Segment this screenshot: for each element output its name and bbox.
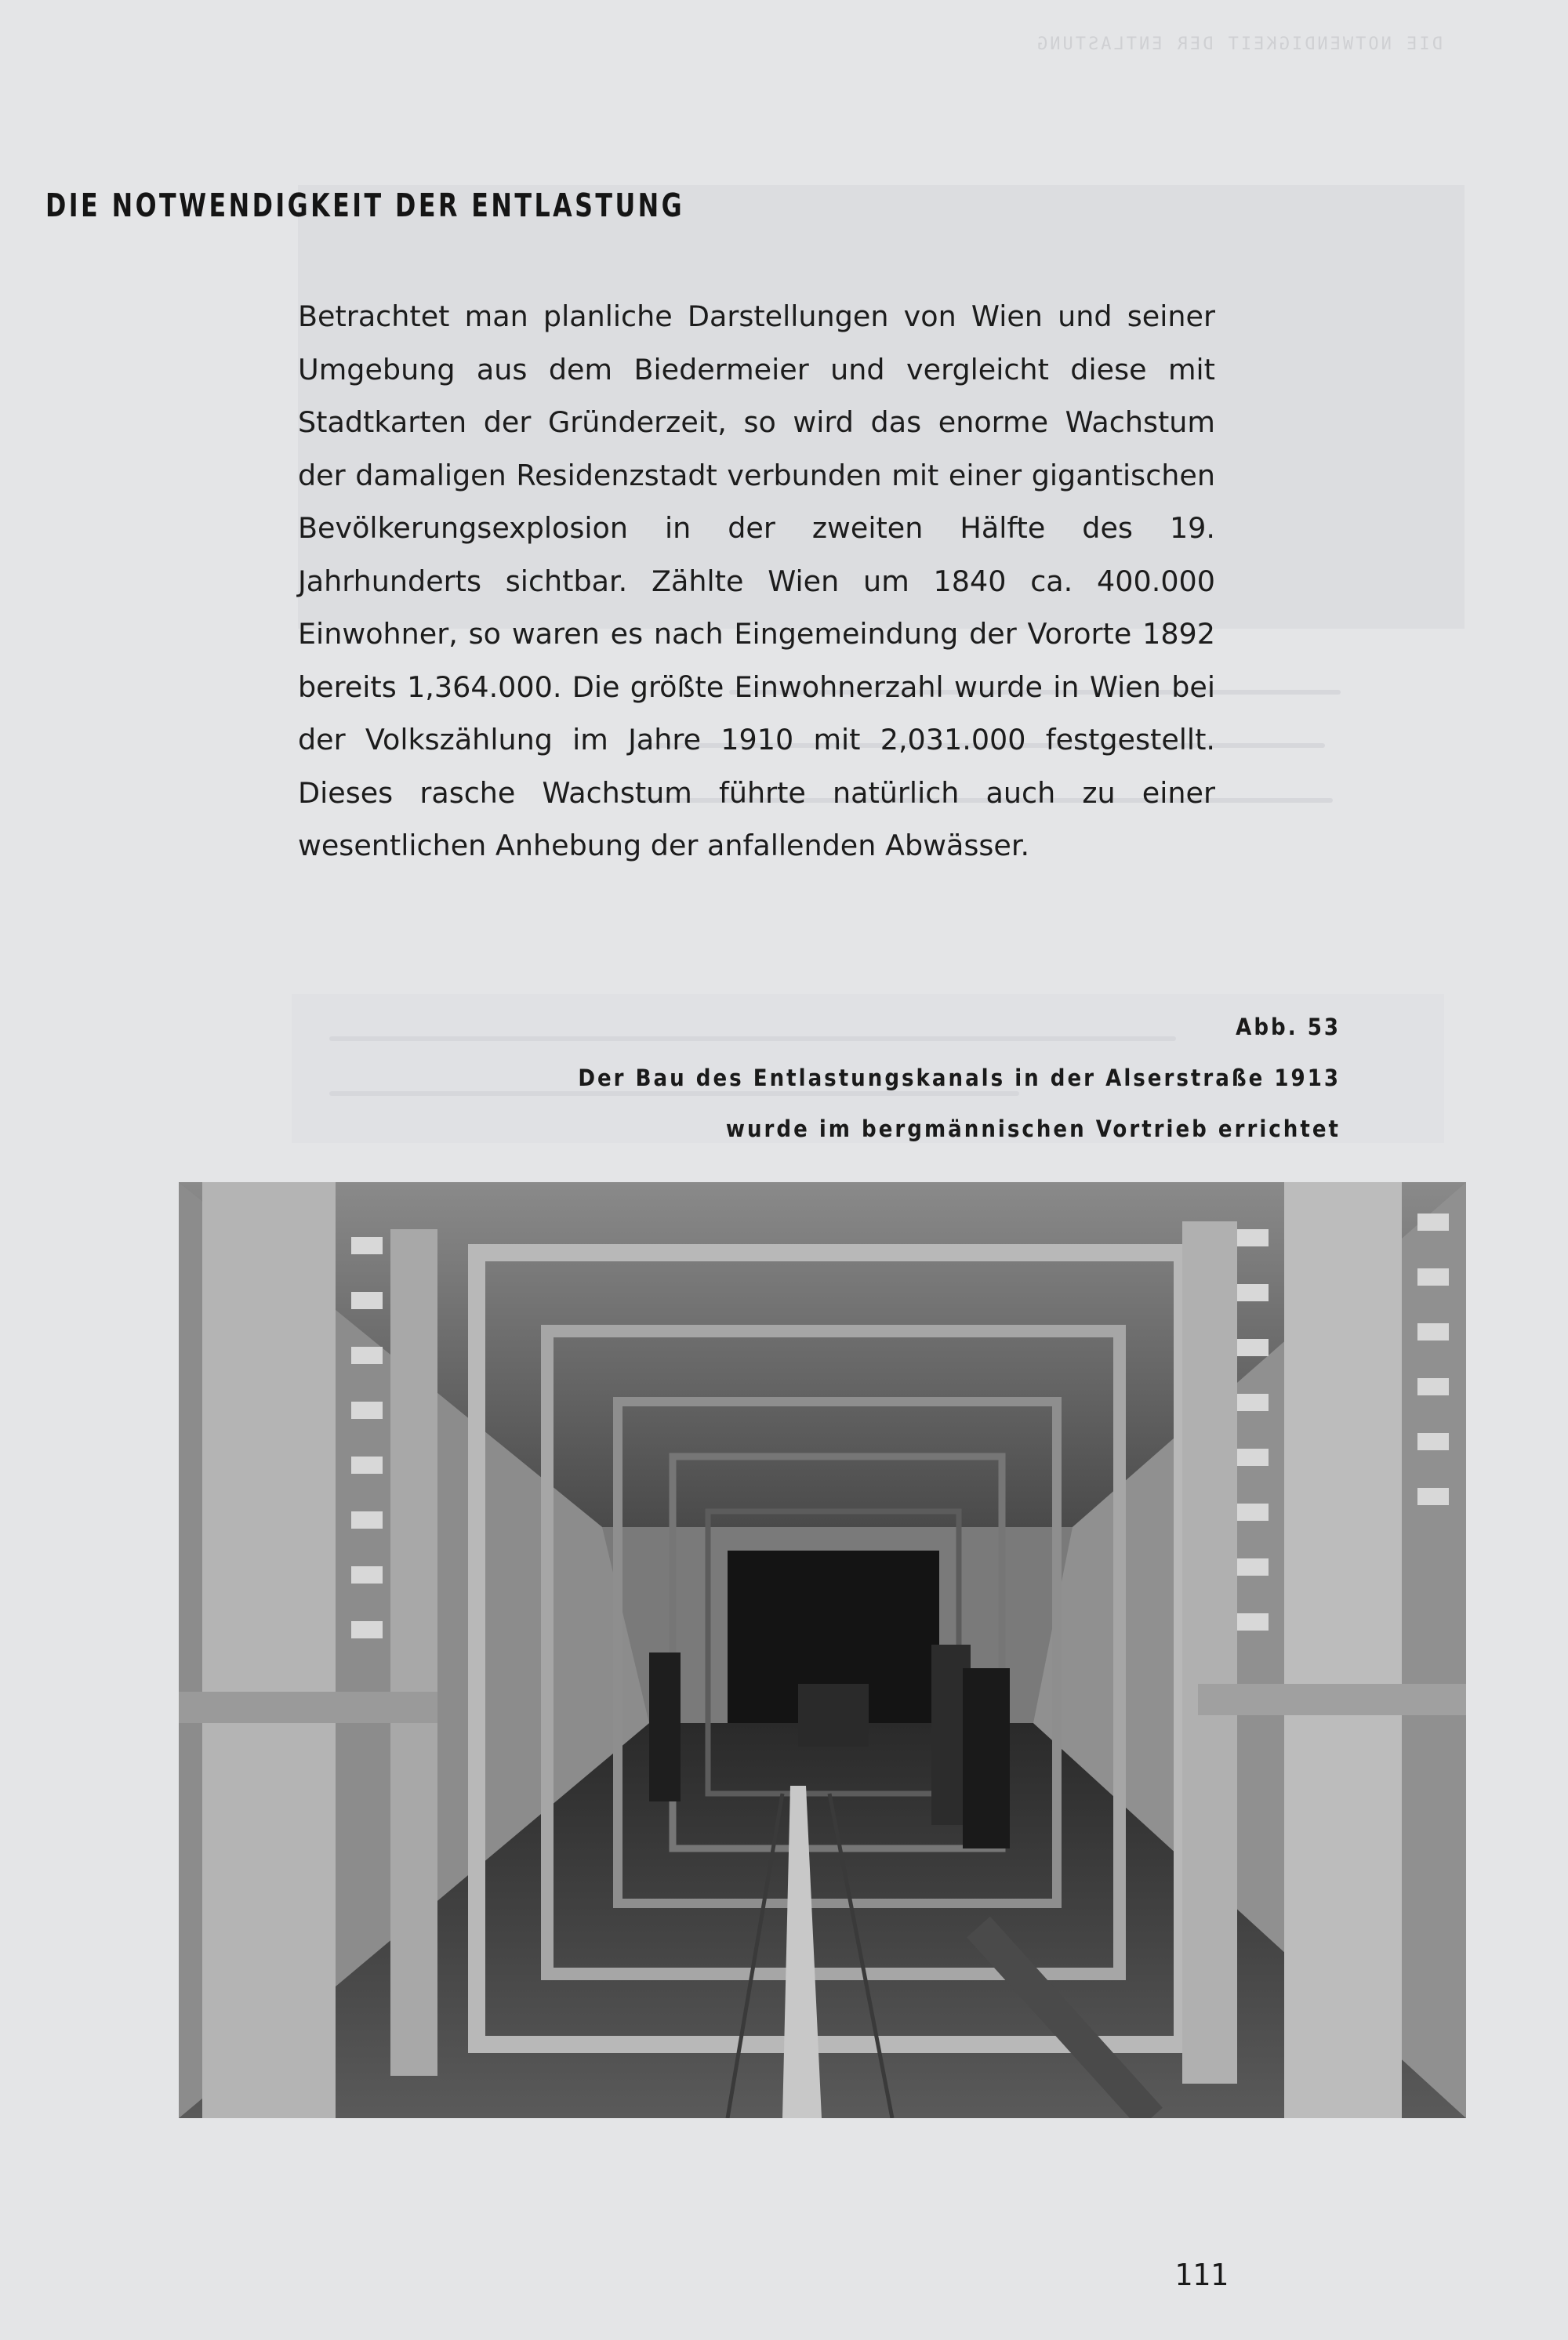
- body-text: [298, 290, 1215, 873]
- section-heading: DIE NOTWENDIGKEIT DER ENTLASTUNG: [45, 187, 685, 224]
- tunnel-construction-photo: [179, 1182, 1466, 2118]
- show-through-running-header: DIE NOTWENDIGKEIT DER ENTLASTUNG: [1035, 34, 1443, 54]
- tunnel-photo-illustration: [179, 1182, 1466, 2118]
- page-number: 111: [1174, 2258, 1229, 2292]
- figure-label: Abb. 53: [1236, 1014, 1341, 1040]
- caption-line-1: Der Bau des Entlastungskanals in der Alserstraße 1913: [578, 1065, 1341, 1091]
- caption-line-2: wurde im bergmännischen Vortrieb errichtet: [725, 1116, 1341, 1142]
- body-paragraph: Betrachtet man planliche Darstellungen von Wien und seiner Umgebung aus dem Biedermeier und vergleicht diese mit Stadtkarten der Gründerzeit, so wird das enorme Wachstum der damaligen Residenzstadt verbunden mit einer gigantischen Bevölkerungsexplosion in der zweiten Hälfte des 19. Jahrhunderts sichtbar. Zählte Wien um 1840 ca. 400.000 Einwohner, so waren es nach Eingemeindung der Vororte 1892 bereits 1,364.000. Die größte Einwohnerzahl wurde in Wien bei der Volkszählung im Jahre 1910 mit 2,031.000 festgestellt. Dieses rasche Wachstum führte natürlich auch zu einer wesentlichen Anhebung der anfallenden Abwässer.: [298, 299, 1215, 862]
- figure-caption: [578, 1002, 1341, 1155]
